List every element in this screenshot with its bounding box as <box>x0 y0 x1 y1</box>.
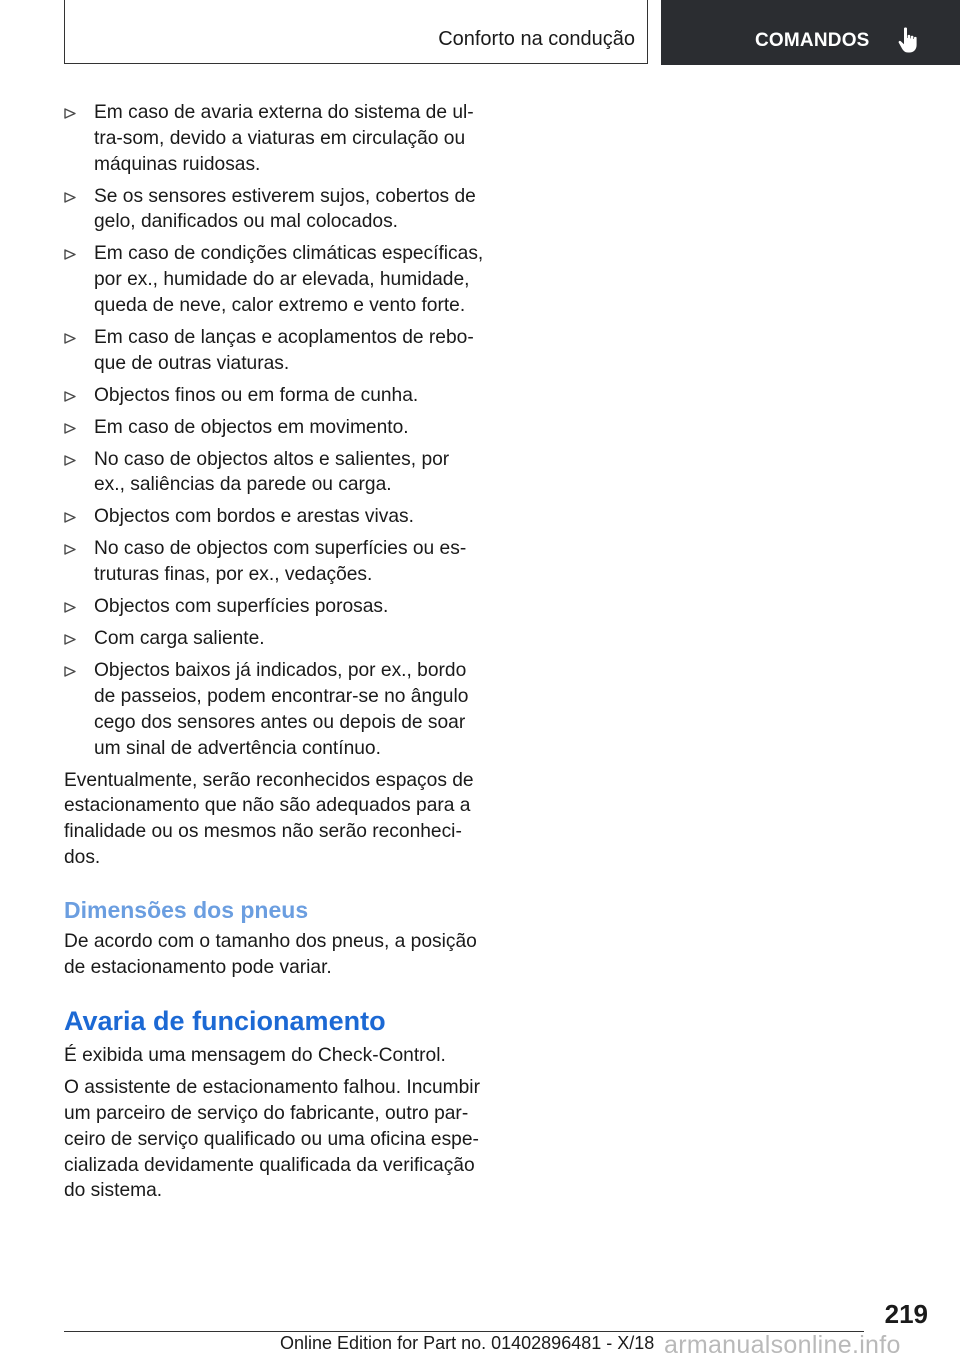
list-item <box>64 100 484 177</box>
triangle-bullet-icon <box>64 602 76 613</box>
list-item <box>64 626 484 652</box>
triangle-bullet-icon <box>64 634 76 645</box>
malfunction-paragraph: É exibida uma mensagem do Check-Control. <box>64 1045 446 1067</box>
list-item <box>64 536 484 588</box>
list-item-text: Em caso de avaria externa do sistema de ultra-som, devido a viaturas em circulação ou máquinas ruidosas. <box>94 102 474 175</box>
list-item-text: Objectos com superfícies porosas. <box>94 596 389 618</box>
list-item-text: Objectos com bordos e arestas vivas. <box>94 506 414 528</box>
list-item-text: Em caso de objectos em movimento. <box>94 416 409 438</box>
list-item-text: Com carga saliente. <box>94 628 265 650</box>
triangle-bullet-icon <box>64 108 76 119</box>
list-item-text: No caso de objectos altos e salientes, por ex., saliências da parede ou carga. <box>94 448 450 496</box>
tire-dimensions-heading: Dimensões dos pneus <box>64 896 309 923</box>
triangle-bullet-icon <box>64 455 76 466</box>
list-item <box>64 325 484 377</box>
triangle-bullet-icon <box>64 544 76 555</box>
recognition-paragraph: Eventualmente, serão reconhecidos espaços de estacionamento que não são adequados para a finalidade ou os mesmos não serão reconhecidos. <box>64 769 474 868</box>
list-item <box>64 415 484 441</box>
header-chapter-title: COMANDOS <box>755 30 870 51</box>
list-item <box>64 658 484 761</box>
tire-dimensions-text: De acordo com o tamanho dos pneus, a posição de estacionamento pode variar. <box>64 930 477 978</box>
list-item <box>64 184 484 236</box>
triangle-bullet-icon <box>64 391 76 402</box>
list-item-text: No caso de objectos com superfícies ou estruturas finas, por ex., vedações. <box>94 538 467 586</box>
malfunction-paragraph: O assistente de estacionamento falhou. Incumbir um parceiro de serviço do fabricante, outro parceiro de serviço qualificado ou uma oficina especializada devidamente qualificada da verificação do sistema. <box>64 1077 480 1202</box>
triangle-bullet-icon <box>64 249 76 260</box>
header-chapter-box <box>661 0 960 65</box>
list-item <box>64 504 484 530</box>
list-item-text: Objectos baixos já indicados, por ex., bordo de passeios, podem encontrar-se no ângulo cego dos sensores antes ou depois de soar um sinal de advertência contínuo. <box>94 660 469 759</box>
list-item-text: Em caso de condições climáticas específicas, por ex., humidade do ar elevada, humidade, queda de neve, calor extremo e vento forte. <box>94 243 484 316</box>
list-item-text: Se os sensores estiverem sujos, cobertos de gelo, danificados ou mal colocados. <box>94 185 476 233</box>
limitations-list <box>64 100 484 761</box>
triangle-bullet-icon <box>64 423 76 434</box>
list-item-text: Objectos finos ou em forma de cunha. <box>94 384 419 406</box>
list-item <box>64 383 484 409</box>
watermark: armanualsonline.info <box>664 1331 901 1359</box>
header-section-box <box>64 0 648 64</box>
list-item <box>64 241 484 318</box>
footer-edition-text: Online Edition for Part no. 01402896481 - X/18 <box>280 1333 655 1353</box>
triangle-bullet-icon <box>64 333 76 344</box>
page-number: 219 <box>884 1299 928 1329</box>
hand-pointer-icon <box>897 26 921 54</box>
list-item <box>64 594 484 620</box>
triangle-bullet-icon <box>64 666 76 677</box>
triangle-bullet-icon <box>64 192 76 203</box>
page-content <box>64 100 484 1210</box>
malfunction-heading: Avaria de funcionamento <box>64 1006 386 1037</box>
triangle-bullet-icon <box>64 512 76 523</box>
list-item <box>64 447 484 499</box>
list-item-text: Em caso de lanças e acoplamentos de reboque de outras viaturas. <box>94 326 474 374</box>
header-section-title: Conforto na condução <box>438 28 635 50</box>
